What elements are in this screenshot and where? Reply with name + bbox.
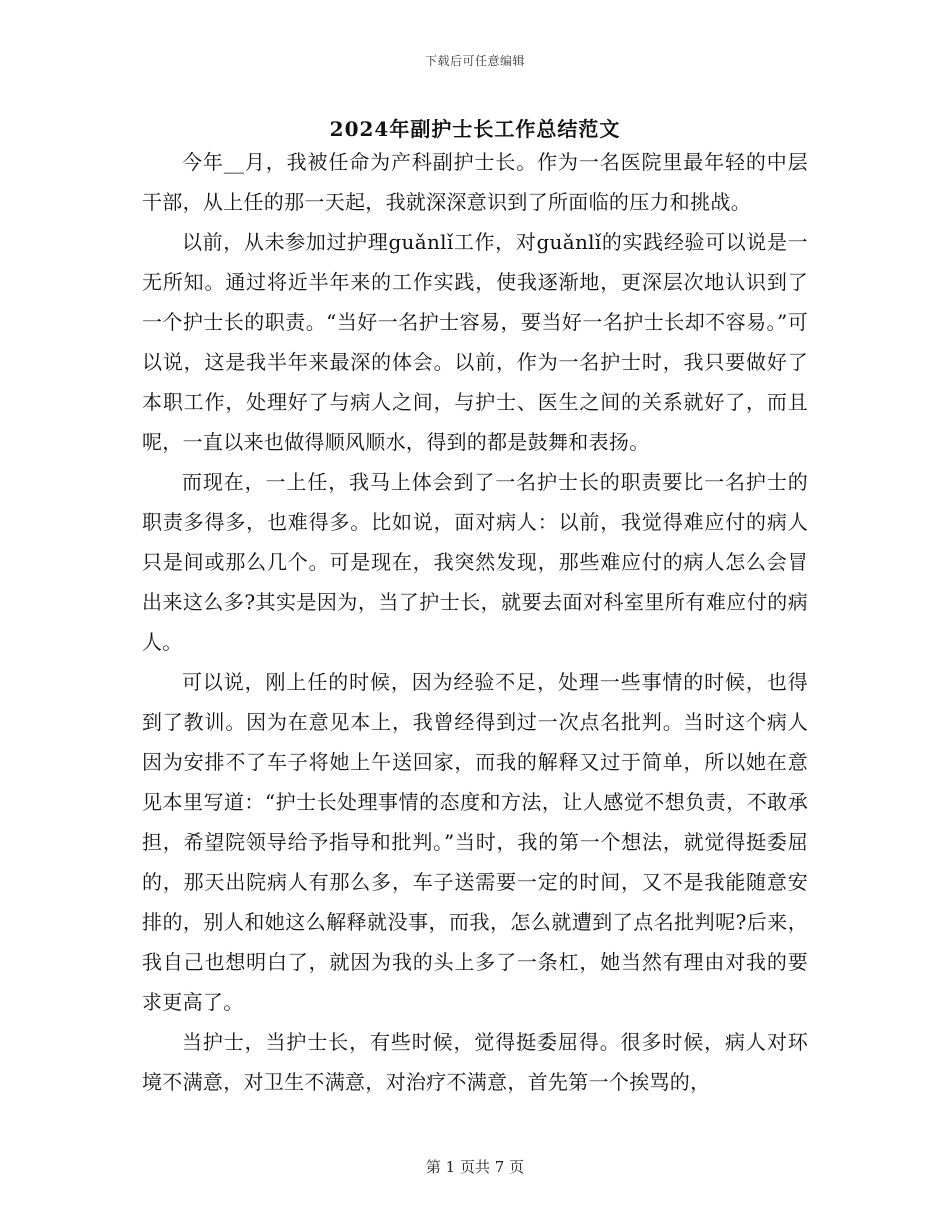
paragraph-1: 今年__月，我被任命为产科副护士长。作为一名医院里最年轻的中层干部，从上任的那一天起，我就深深意识到了所面临的压力和挑战。 [142,150,808,214]
paragraph-2: 以前，从未参加过护理guǎnlǐ工作，对guǎnlǐ的实践经验可以说是一无所知。通过将近半年来的工作实践，使我逐渐地，更深层次地认识到了一个护士长的职责。“当好一名护士容易，要当好一名护士长却不容易。”可以说，这是我半年来最深的体会。以前，作为一名护士时，我只要做好了本职工作，处理好了与病人之间，与护士、医生之间的关系就好了，而且呢，一直以来也做得顺风顺水，得到的都是鼓舞和表扬。 [142,230,808,454]
document-title: 2024年副护士长工作总结范文 [329,117,621,141]
paragraph-5: 当护士，当护士长，有些时候，觉得挺委屈得。很多时候，病人对环境不满意，对卫生不满意，对治疗不满意，首先第一个挨骂的， [142,1030,808,1094]
page-footer: 第 1 页共 7 页 [425,1158,525,1176]
paragraph-3: 而现在，一上任，我马上体会到了一名护士长的职责要比一名护士的职责多得多，也难得多。比如说，面对病人：以前，我觉得难应付的病人只是间或那么几个。可是现在，我突然发现，那些难应付的病人怎么会冒出来这么多?其实是因为，当了护士长，就要去面对科室里所有难应付的病人。 [142,470,808,654]
paragraph-4: 可以说，刚上任的时候，因为经验不足，处理一些事情的时候，也得到了教训。因为在意见本上，我曾经得到过一次点名批判。当时这个病人因为安排不了车子将她上午送回家，而我的解释又过于简单，所以她在意见本里写道：“护士长处理事情的态度和方法，让人感觉不想负责，不敢承担，希望院领导给予指导和批判。”当时，我的第一个想法，就觉得挺委屈的，那天出院病人有那么多，车子送需要一定的时间，又不是我能随意安排的，别人和她这么解释就没事，而我，怎么就遭到了点名批判呢?后来，我自己也想明白了，就因为我的头上多了一条杠，她当然有理由对我的要求更高了。 [142,670,808,1014]
header-note: 下载后可任意编辑 [424,54,525,68]
document-body [142,142,808,1102]
